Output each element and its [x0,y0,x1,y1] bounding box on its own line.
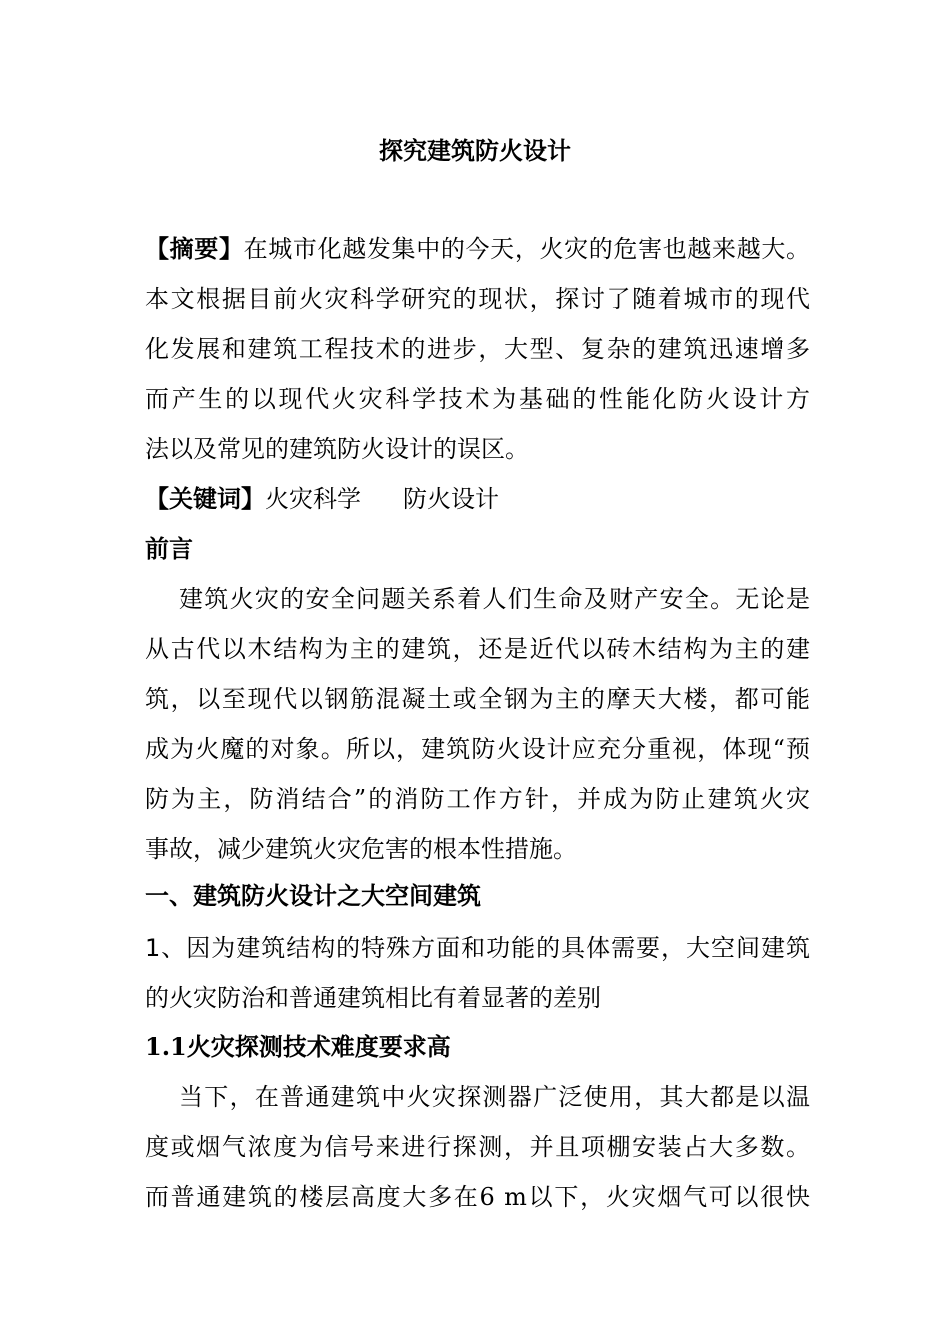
preface-heading: 前言 [145,534,193,563]
preface-line-6: 事故，减少建筑火灾危害的根本性措施。 [145,835,577,863]
preface-line-2: 从古代以木结构为主的建筑，还是近代以砖木结构为主的建 [145,635,810,663]
section1-sub11-line-3: 而普通建筑的楼层高度大多在6 m以下，火灾烟气可以很快 [145,1183,810,1211]
keywords-line [145,483,810,515]
keyword-2: 防火设计 [403,485,499,513]
abstract-line-4: 而产生的以现代火灾科学技术为基础的性能化防火设计方 [145,385,810,413]
section1-sub1-line-2: 的火灾防治和普通建筑相比有着显著的差别 [145,984,601,1012]
keyword-1: 火灾科学 [265,485,361,513]
abstract-text: 在城市化越发集中的今天，火灾的危害也越来越大。 [243,235,810,263]
abstract-line-5: 法以及常见的建筑防火设计的误区。 [145,435,529,463]
preface-line-3: 筑，以至现代以钢筋混凝土或全钢为主的摩天大楼，都可能 [145,685,810,713]
section1-sub11-heading: 1.1火灾探测技术难度要求高 [145,1032,451,1061]
abstract-line-2: 本文根据目前火灾科学研究的现状，探讨了随着城市的现代 [145,285,810,313]
preface-line-5: 防为主，防消结合”的消防工作方针，并成为防止建筑火灾 [145,785,810,813]
document-title: 探究建筑防火设计 [379,136,571,165]
section1-heading: 一、建筑防火设计之大空间建筑 [145,882,481,910]
abstract-label: 【摘要】 [145,234,244,263]
abstract-line-3: 化发展和建筑工程技术的进步，大型、复杂的建筑迅速增多 [145,335,810,363]
section1-sub1-line-1: 1、因为建筑结构的特殊方面和功能的具体需要，大空间建筑 [145,934,810,962]
preface-line-1: 建筑火灾的安全问题关系着人们生命及财产安全。无论是 [179,585,810,613]
section1-sub11-line-1: 当下，在普通建筑中火灾探测器广泛使用，其大都是以温 [179,1083,810,1111]
keywords-label: 【关键词】 [145,484,265,513]
preface-line-4: 成为火魔的对象。所以，建筑防火设计应充分重视，体现“预 [145,735,810,763]
section1-sub11-line-2: 度或烟气浓度为信号来进行探测，并且项棚安装占大多数。 [145,1133,810,1161]
abstract-line-1 [145,233,810,265]
